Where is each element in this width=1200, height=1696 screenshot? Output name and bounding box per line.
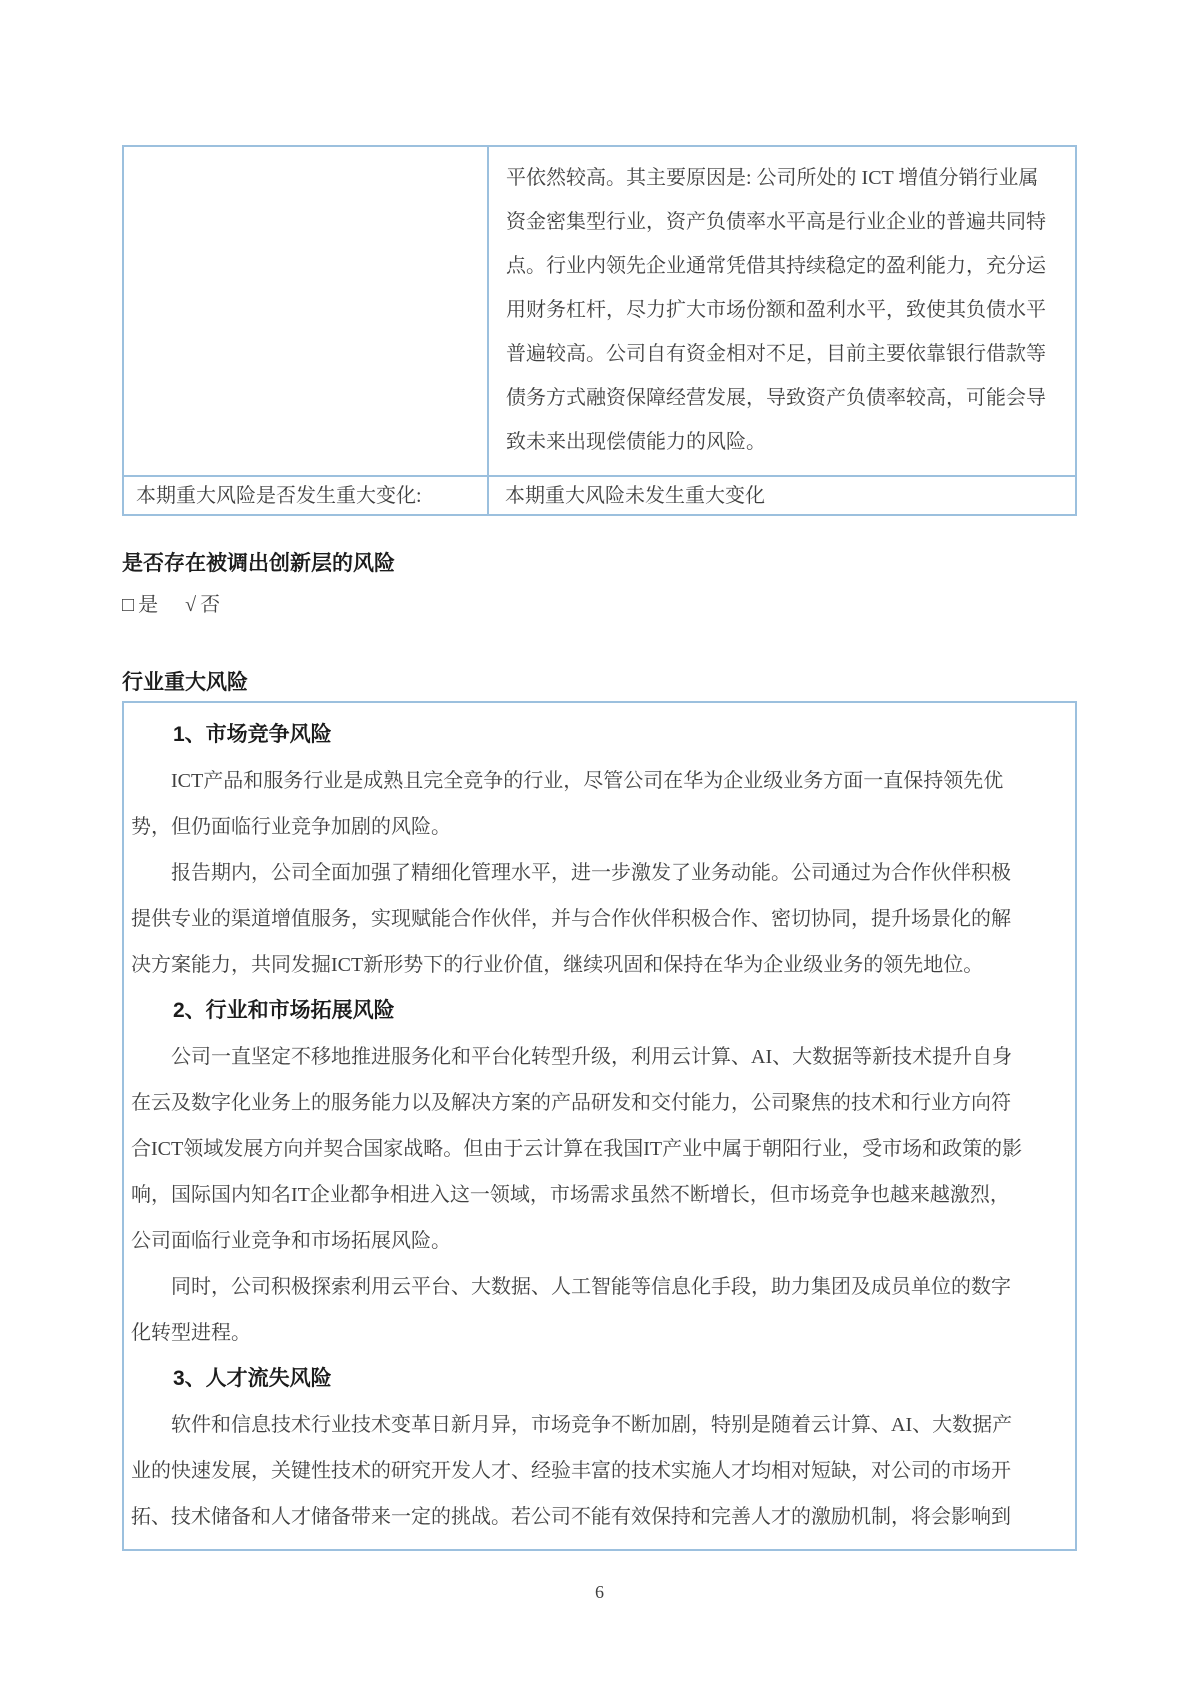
text-line: 业的快速发展，关键性技术的研究开发人才、经验丰富的技术实施人才均相对短缺，对公司的市场开 — [131, 1460, 1011, 1482]
document-page-content — [122, 145, 1077, 1603]
text-line: 点。行业内领先企业通常凭借其持续稳定的盈利能力，充分运 — [506, 255, 1046, 277]
text-line: 合ICT领域发展方向并契合国家战略。但由于云计算在我国IT产业中属于朝阳行业，受市场和政策的影 — [131, 1138, 1023, 1160]
delist-risk-heading: 是否存在被调出创新层的风险 — [122, 552, 395, 575]
risk-description-text — [490, 148, 1074, 474]
text-line: 化转型进程。 — [131, 1322, 251, 1344]
risk-change-label: 本期重大风险是否发生重大变化: — [123, 476, 488, 515]
text-line: 软件和信息技术行业技术变革日新月异，市场竞争不断加剧，特别是随着云计算、AI、大数据产 — [171, 1414, 1013, 1436]
text-line: 资金密集型行业，资产负债率水平高是行业企业的普遍共同特 — [506, 211, 1046, 233]
delist-risk-options — [122, 588, 1077, 617]
page-number: 6 — [595, 1582, 604, 1602]
text-line: 同时，公司积极探索利用云平台、大数据、人工智能等信息化手段，助力集团及成员单位的数字 — [171, 1276, 1011, 1298]
text-line: 公司一直坚定不移地推进服务化和平台化转型升级，利用云计算、AI、大数据等新技术提升自身 — [171, 1046, 1013, 1068]
text-line: 致未来出现偿债能力的风险。 — [506, 431, 766, 453]
option-yes — [122, 594, 158, 616]
risk-description-row — [123, 146, 1076, 476]
option-no-label: 否 — [200, 594, 221, 616]
risk-subsection-heading: 3、人才流失风险 — [173, 1367, 332, 1390]
industry-risk-heading: 行业重大风险 — [122, 671, 248, 694]
text-line: 平依然较高。其主要原因是: 公司所处的 ICT 增值分销行业属 — [506, 167, 1039, 189]
risk-subsection-heading: 1、市场竞争风险 — [173, 723, 332, 746]
risk-change-value: 本期重大风险未发生重大变化 — [488, 476, 1076, 515]
text-line: 决方案能力，共同发掘ICT新形势下的行业价值，继续巩固和保持在华为企业级业务的领先地位。 — [131, 954, 984, 976]
option-yes-label: 是 — [138, 594, 159, 616]
risk-table — [122, 145, 1077, 516]
risk-description-cell — [488, 146, 1076, 476]
risk-change-row — [123, 476, 1076, 515]
text-line: 拓、技术储备和人才储备带来一定的挑战。若公司不能有效保持和完善人才的激励机制，将会影响到 — [131, 1506, 1011, 1528]
text-line: 势，但仍面临行业竞争加剧的风险。 — [131, 816, 451, 838]
text-line: 报告期内，公司全面加强了精细化管理水平，进一步激发了业务动能。公司通过为合作伙伴积极 — [171, 862, 1011, 884]
text-line: ICT产品和服务行业是成熟且完全竞争的行业，尽管公司在华为企业级业务方面一直保持领先优 — [171, 770, 1004, 792]
checkbox-unchecked-icon: □ — [122, 594, 135, 616]
text-line: 用财务杠杆，尽力扩大市场份额和盈利水平，致使其负债水平 — [506, 299, 1046, 321]
text-line: 公司面临行业竞争和市场拓展风险。 — [131, 1230, 451, 1252]
text-line: 普遍较高。公司自有资金相对不足，目前主要依靠银行借款等 — [506, 343, 1046, 365]
option-no — [185, 594, 220, 616]
risk-subsection-heading: 2、行业和市场拓展风险 — [173, 999, 395, 1022]
risk-label-cell-empty — [123, 146, 488, 476]
text-line: 提供专业的渠道增值服务，实现赋能合作伙伴，并与合作伙伴积极合作、密切协同，提升场景化的解 — [131, 908, 1011, 930]
industry-risk-box — [122, 701, 1077, 1551]
checkmark-icon: √ — [185, 594, 197, 616]
text-line: 在云及数字化业务上的服务能力以及解决方案的产品研发和交付能力，公司聚焦的技术和行业方向符 — [131, 1092, 1011, 1114]
text-line: 债务方式融资保障经营发展，导致资产负债率较高，可能会导 — [506, 387, 1046, 409]
text-line: 响，国际国内知名IT企业都争相进入这一领域，市场需求虽然不断增长，但市场竞争也越来越激烈， — [131, 1184, 1010, 1206]
